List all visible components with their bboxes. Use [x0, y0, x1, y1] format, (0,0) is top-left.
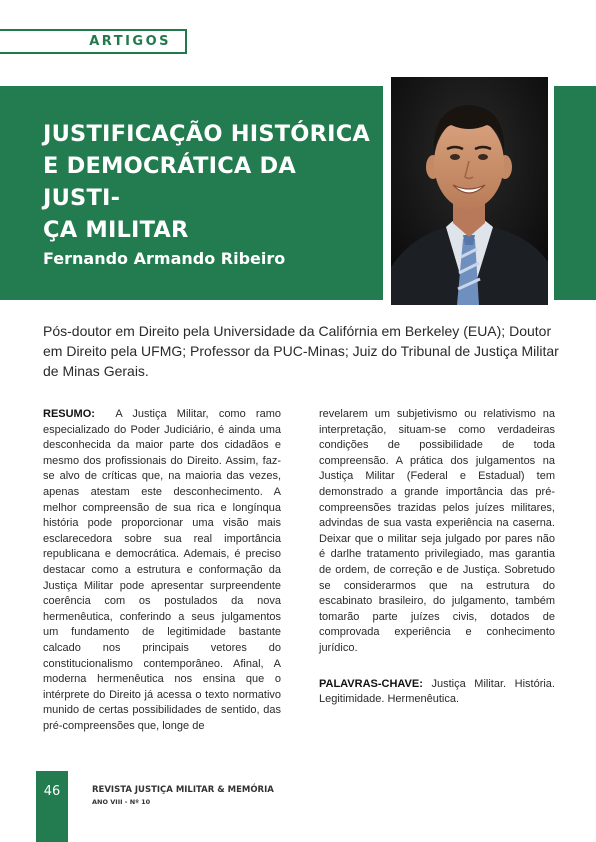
- title-line-3: ÇA MILITAR: [43, 217, 189, 243]
- author-name: Fernando Armando Ribeiro: [43, 249, 286, 268]
- journal-issue: ANO VIII - Nº 10: [92, 798, 151, 806]
- title-line-2: E DEMOCRÁTICA DA JUSTI-: [43, 153, 297, 211]
- author-bio: Pós-doutor em Direito pela Universidade da Califórnia em Berkeley (EUA); Doutor em Direito pela UFMG; Professor da PUC-Minas; Juiz do Tribunal de Justiça Militar de Minas Gerais.: [43, 323, 559, 379]
- abstract-text-right: revelarem um subjetivismo ou relativismo na interpretação, situam-se como verdadeiras condições de possibilidade de toda compreensão. A prática dos julgamentos na Justiça Militar (Federal e Estadual) tem demonstrado a grande importância das pré-compreensões trazidas pelos juízes militares, advindas de sua vasta experiência na caserna. Deixar que o militar seja julgado por pares não é darlhe tratamento privilegiado, mas garantia de ordem, de correção e de Justiça. Sobretudo se considerarmos que na estrutura do escabinato brasileiro, do julgamento, também tomarão parte juízes civis, dotados de comprovada experiência e conhecimento jurídico.: [319, 408, 555, 654]
- abstract-paragraph: [43, 407, 281, 734]
- abstract-column-right: [319, 407, 555, 708]
- abstract-label: RESUMO:: [43, 408, 95, 420]
- keywords-text: Justiça Militar. História. Legitimidade. Hermenêutica.: [319, 677, 555, 706]
- page-number: 46: [43, 784, 61, 799]
- keywords-paragraph: [319, 677, 555, 708]
- author-portrait-image: [391, 77, 548, 305]
- banner-right-strip: [554, 86, 596, 300]
- section-label: ARTIGOS: [89, 34, 171, 49]
- abstract-column-left: [43, 407, 281, 734]
- author-photo: [391, 77, 548, 305]
- article-title: [43, 118, 378, 246]
- journal-name: REVISTA JUSTIÇA MILITAR & MEMÓRIA: [92, 785, 274, 795]
- keywords-label: PALAVRAS-CHAVE:: [319, 677, 423, 690]
- abstract-text-left: A Justiça Militar, como ramo especializado do Poder Judiciário, é ainda uma desconhecida da maior parte dos cidadãos e mesmo dos profissionais do Direito. Assim, faz-se alvo de críticas que, na maioria das vezes, apenas atestam este desconhecimento. A melhor compreensão de sua rica e longínqua história pode proporcionar uma visão mais esclarecedora sobre sua real importância republicana e democrática. Ademais, é preciso destacar como a estrutura e conformação da Justiça Militar pode apresentar surpreendente coerência com os postulados da nova hermenêutica, conferindo a seus julgamentos um fundamento de legitimidade bastante calcado nos principais vetores do constitucionalismo contemporâneo. Afinal, A moderna hermenêutica nos ensina que o intérprete do Direito já acessa o texto normativo munido de certas possibilidades de sentido, das pré-compreensões que, longe de: [43, 408, 281, 732]
- section-tag: [0, 29, 187, 54]
- footer-page-tab: [36, 771, 68, 842]
- title-line-1: JUSTIFICAÇÃO HISTÓRICA: [43, 121, 371, 147]
